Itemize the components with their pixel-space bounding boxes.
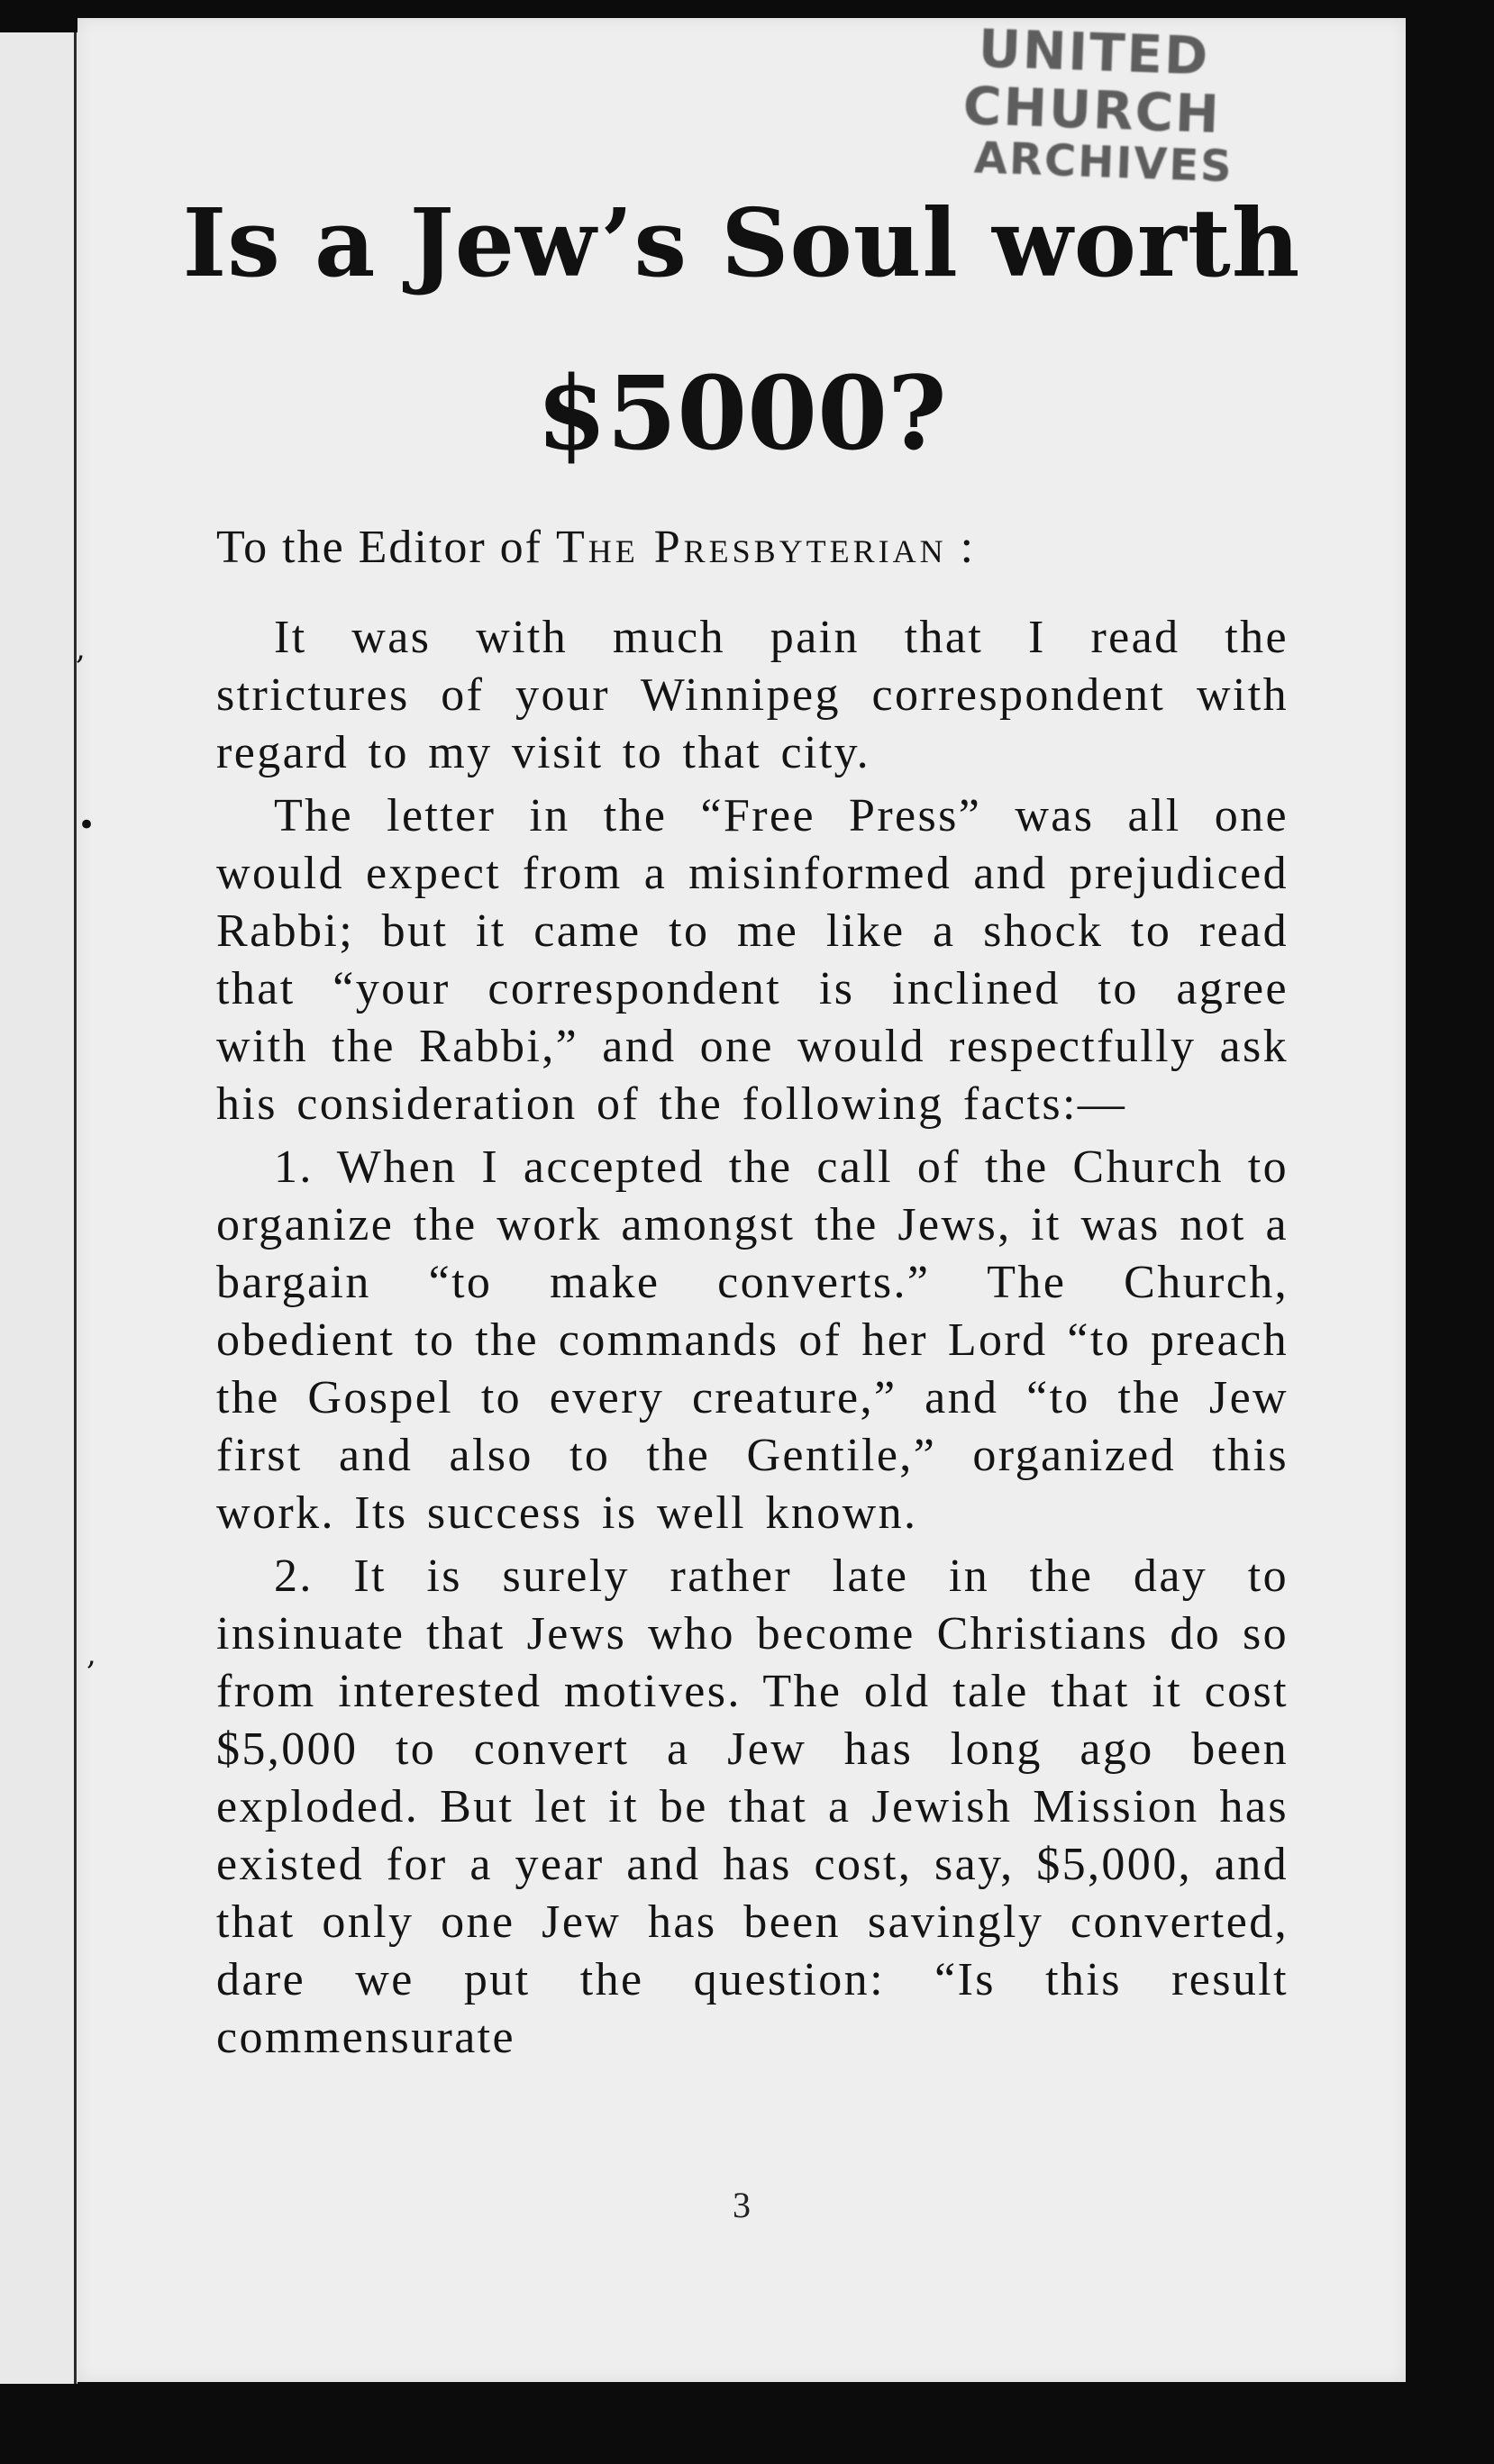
salutation-prefix: To the Editor of: [216, 522, 556, 573]
facing-page-edge: [0, 32, 77, 2384]
gutter-mark: ,: [76, 631, 86, 667]
page-title: [77, 162, 1406, 505]
stamp-line-2: ARCHIVES: [972, 132, 1234, 193]
stamp-line-1: UNITED CHURCH: [961, 17, 1222, 145]
page-number: 3: [733, 2185, 751, 2225]
gutter-mark: •: [77, 807, 96, 843]
title-line-2: $5000?: [536, 355, 947, 473]
paragraph-intro: It was with much pain that I read the strictures of your Winnipeg correspondent with regard to my visit to that city.: [216, 612, 1289, 778]
salutation-suffix: :: [960, 522, 976, 573]
gutter-mark: ,: [87, 1636, 96, 1672]
paragraph-free-press: The letter in the “Free Press” was all one would expect from a misinformed and prejudiced Rabbi; but it came to me like a shock to read that “your correspondent is inclined to agree with the Rabbi,” and one would respectfully ask his consideration of the following facts:—: [216, 790, 1289, 1130]
paragraph-point-1: 1. When I accepted the call of the Church to organize the work amongst the Jews, it was not a bargain “to make converts.” The Church, obedient to the commands of her Lord “to preach the Gospel to every creature,” and “to the Jew first and also to the Gentile,” organized this work. Its success is well known.: [216, 1141, 1289, 1539]
publication-name: The Presbyterian: [555, 522, 947, 573]
salutation: [216, 521, 975, 574]
page-gutter: [74, 32, 77, 2384]
letter-body: [216, 609, 1289, 2072]
title-line-1: Is a Jew’s Soul worth: [182, 187, 1301, 298]
paragraph-point-2: 2. It is surely rather late in the day to insinuate that Jews who become Christians do so from interested motives. The old tale that it cost $5,000 to convert a Jew has long ago been exploded. But let it be that a Jewish Mission has existed for a year and has cost, say, $5,000, and that only one Jew has been savingly converted, dare we put the question: “Is this result commensurate: [216, 1550, 1289, 2063]
